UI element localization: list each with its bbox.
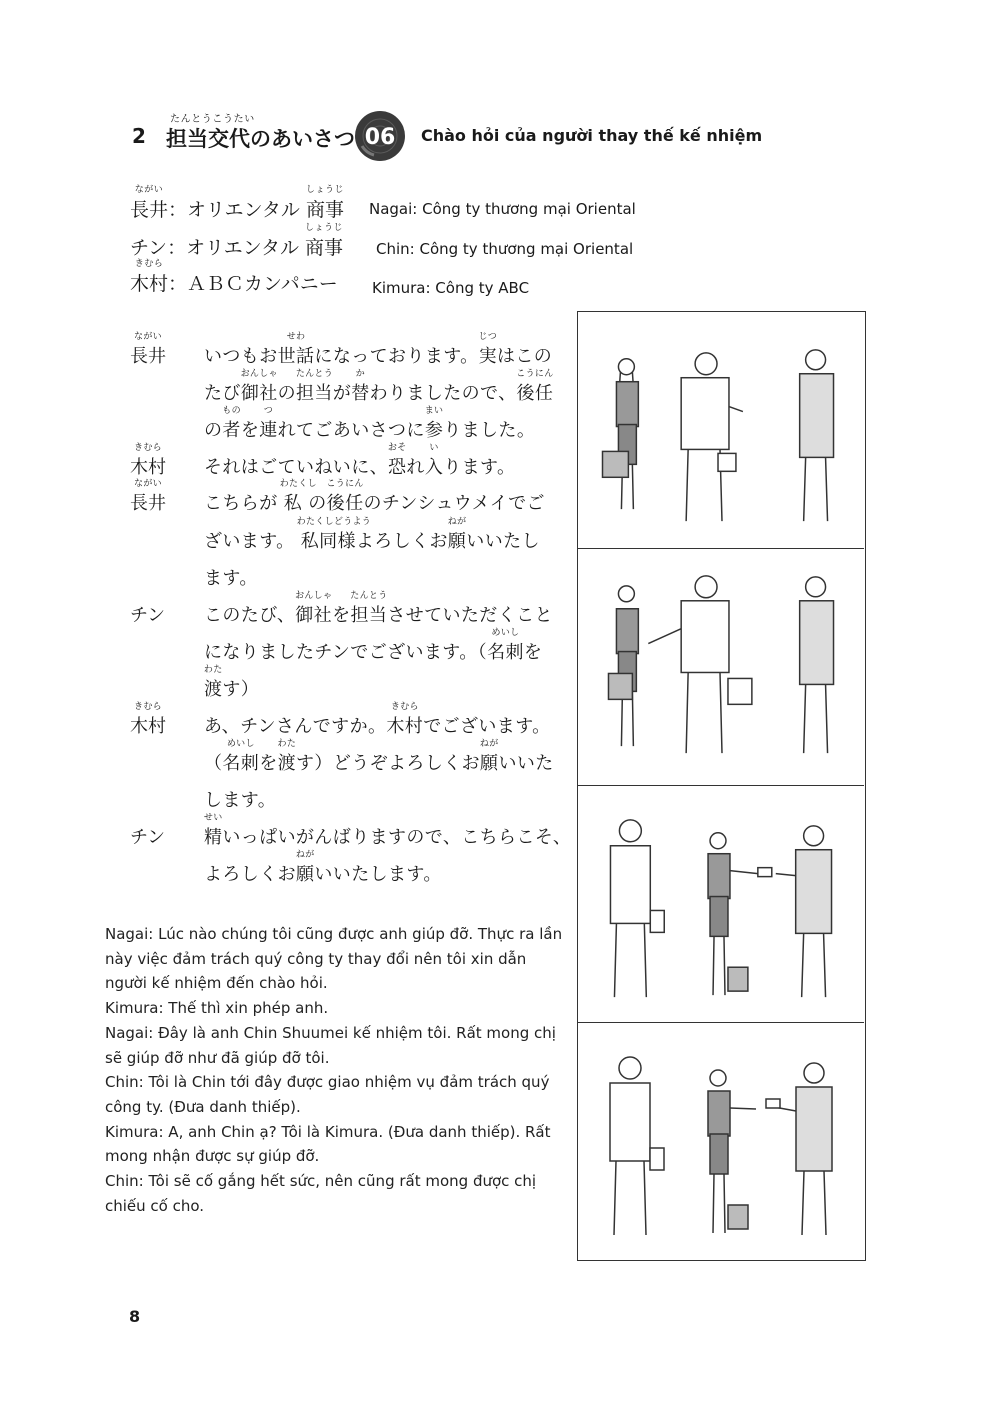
translation-line: Kimura: Thế thì xin phép anh.: [105, 999, 329, 1018]
illustration-panel-1: [578, 312, 864, 549]
cast-row-nagai: ながい 長井：オリエンタル しょうじ 商事: [130, 185, 344, 221]
page-number: 8: [129, 1307, 141, 1326]
cast-vi-chin: Chin: Công ty thương mại Oriental: [376, 240, 634, 258]
speaker-kimura-1: きむら 木村: [130, 443, 166, 478]
section-number: 2: [132, 124, 146, 148]
speaker-kimura-2: きむら 木村: [130, 702, 166, 737]
audio-track-badge: [352, 110, 408, 162]
speaker-nagai-2: ながい 長井: [130, 479, 166, 514]
dialogue-line: それはごていねいに、 おそ 恐れ い 入ります。: [204, 443, 516, 478]
dialogue-line: こちらが わたくし 私 の こうにん 後任のチンシュウメイでご: [204, 479, 545, 514]
translation-line: Kimura: A, anh Chin ạ? Tôi là Kimura. (Đưa danh thiếp). Rất mong nhận được sự giúp đỡ.: [105, 1122, 551, 1166]
dialogue-line: の もの 者を つ 連れてごあいさつに まい 参りました。: [204, 406, 536, 441]
illustration-panels: [577, 311, 866, 1261]
cast-vi-nagai: Nagai: Công ty thương mại Oriental: [369, 200, 636, 218]
speaker-chin-1: チン: [130, 605, 166, 626]
section-title: [166, 113, 355, 152]
cast-row-kimura: きむら 木村：ＡＢＣカンパニー: [130, 259, 338, 295]
dialogue-line: ざいます。 わたくしどうよう 私同様よろしくお ねが 願いいたし: [204, 517, 540, 552]
cast-row-chin: チン：オリエンタル しょうじ 商事: [130, 223, 344, 259]
dialogue-line: （ めいし 名刺を わた 渡す）どうぞよろしくお ねが 願いいた: [204, 739, 554, 774]
scene-card-exchange-illustration: [578, 786, 864, 1022]
dialogue-line: あ、チンさんですか。 きむら 木村でございます。: [204, 702, 551, 737]
translation-line: Nagai: Đây là anh Chin Shuumei kế nhiệm tôi. Rất mong chị sẽ giúp đỡ như đã giúp đỡ tôi.: [105, 1023, 556, 1067]
translation-line: Chin: Tôi sẽ cố gắng hết sức, nên cũng rất mong được chị chiếu cố cho.: [105, 1172, 537, 1215]
illustration-panel-3: [578, 786, 864, 1023]
scene-greeting-illustration: [578, 549, 864, 785]
cd-icon: [352, 110, 408, 162]
dialogue-line: いつもお せわ 世話になっております。 じつ 実はこの: [204, 332, 553, 367]
scene-introduction-illustration: [578, 312, 864, 548]
dialogue-line: たび おんしゃ 御社の たんとう 担当が か 替わりましたので、 こうにん 後任: [204, 369, 554, 404]
dialogue-line: になりましたチンでございます。（ めいし 名刺を: [204, 628, 543, 663]
dialogue-line: します。: [204, 790, 277, 811]
illustration-panel-4: [578, 1023, 864, 1260]
dialogue-line: わた 渡す）: [203, 665, 260, 700]
dialogue-line: よろしくお ねが 願いいたします。: [204, 850, 442, 885]
translation-block: [105, 922, 565, 1218]
title-vi: Chào hỏi của người thay thế kế nhiệm: [421, 126, 763, 145]
title-ruby: たんとうこうたい: [170, 114, 255, 125]
translation-line: Nagai: Lúc nào chúng tôi cũng được anh giúp đỡ. Thực ra lần này việc đảm trách quý công ty thay đổi nên tôi xin dẫn người kế nhiệm đến chào hỏi.: [105, 925, 563, 993]
track-number: 06: [364, 125, 396, 150]
illustration-panel-2: [578, 549, 864, 786]
speaker-chin-2: チン: [130, 827, 166, 848]
scene-card-received-illustration: [578, 1023, 864, 1260]
dialogue-line: せい 精いっぱいがんばりますので、こちらこそ、: [203, 813, 572, 848]
cast-vi-kimura: Kimura: Công ty ABC: [372, 279, 530, 297]
translation-line: Chin: Tôi là Chin tới đây được giao nhiệm vụ đảm trách quý công ty. (Đưa danh thiếp).: [105, 1073, 550, 1116]
dialogue-line: ます。: [204, 568, 258, 589]
dialogue-line: このたび、 おんしゃ 御社を たんとう 担当させていただくこと: [204, 591, 553, 626]
title-jp: 担当交代のあいさつ: [166, 127, 355, 151]
speaker-nagai-1: ながい 長井: [130, 332, 166, 367]
